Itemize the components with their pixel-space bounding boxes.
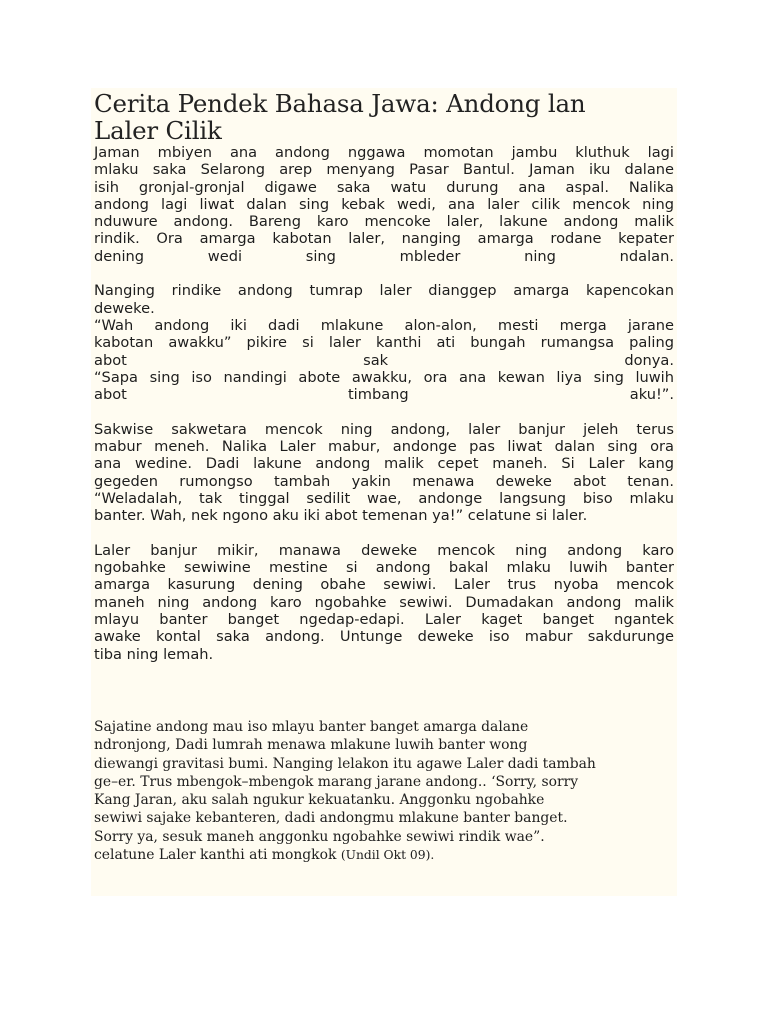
closing-paragraph	[94, 718, 674, 864]
text-line: mlayu banter banget ngedap-edapi. Laler kaget banget ngantek	[94, 611, 674, 629]
text-line: ndronjong, Dadi lumrah menawa mlakune luwih banter wong	[94, 737, 528, 754]
text-line: banter. Wah, nek ngono aku iki abot temenan ya!” celatune si laler.	[94, 507, 588, 525]
text-line: amarga kasurung dening obahe sewiwi. Laler trus nyoba mencok	[94, 576, 674, 594]
text-line: Laler banjur mikir, manawa deweke mencok ning andong karo	[94, 541, 674, 559]
text-line: ana wedine. Dadi lakune andong malik cepet maneh. Si Laler kang	[94, 455, 674, 473]
text-line: “Sapa sing iso nandingi abote awakku, ora ana kewan liya sing luwih	[94, 368, 674, 386]
text-line: mabur meneh. Nalika Laler mabur, andonge pas liwat dalan sing ora	[94, 438, 674, 456]
text-line: deweke.	[94, 299, 155, 317]
text-line: Sajatine andong mau iso mlayu banter banget amarga dalane	[94, 718, 529, 735]
paragraph-gap	[94, 403, 674, 420]
text-line: mlaku saka Selarong arep menyang Pasar Bantul. Jaman iku dalane	[94, 161, 674, 179]
source-citation: (Undil Okt 09).	[340, 847, 435, 862]
text-line: andong lagi liwat dalan sing kebak wedi, ana laler cilik mencok ning	[94, 195, 674, 213]
paragraph-2	[94, 282, 674, 403]
text-line: ngobahke sewiwine mestine si andong bakal mlaku luwih banter	[94, 559, 674, 577]
text-line: Sakwise sakwetara mencok ning andong, laler banjur jeleh terus	[94, 420, 674, 438]
text-line: nduwure andong. Bareng karo mencoke laler, lakune andong malik	[94, 213, 674, 231]
text-line-final	[94, 846, 674, 864]
text-line: ge–er. Trus mbengok–mbengok marang jarane andong.. ‘Sorry, sorry	[94, 773, 579, 790]
paragraph-3	[94, 421, 674, 525]
text-line: dening wedi sing mbleder ning ndalan.	[94, 247, 674, 265]
text-line: maneh ning andong karo ngobahke sewiwi. Dumadakan andong malik	[94, 593, 674, 611]
text-line: gegeden rumongso tambah yakin menawa deweke abot tenan.	[94, 472, 674, 490]
text-line: Nanging rindike andong tumrap laler dianggep amarga kapencokan	[94, 282, 674, 300]
text-line: “Weladalah, tak tinggal sedilit wae, andonge langsung biso mlaku	[94, 489, 674, 507]
paragraph-4	[94, 542, 674, 663]
title-line: Laler Cilik	[94, 116, 222, 145]
text-line: Jaman mbiyen ana andong nggawa momotan jambu kluthuk lagi	[94, 144, 674, 161]
story-body	[94, 144, 674, 663]
text-line: isih gronjal-gronjal digawe saka watu durung ana aspal. Nalika	[94, 178, 674, 196]
text-line: awake kontal saka andong. Untunge deweke iso mabur sakdurunge	[94, 628, 674, 646]
story-title	[94, 90, 674, 144]
text-line: sewiwi sajake kebanteren, dadi andongmu mlakune banter banget.	[94, 810, 568, 827]
section-gap	[94, 663, 674, 718]
closing-text: celatune Laler kanthi ati mongkok	[94, 846, 337, 863]
document-page	[91, 88, 677, 896]
paragraph-gap	[94, 265, 674, 282]
text-line: tiba ning lemah.	[94, 645, 214, 663]
text-line: kabotan awakku” pikire si laler kanthi ati bungah rumangsa paling	[94, 334, 674, 352]
text-line: Kang Jaran, aku salah ngukur kekuatanku. Anggonku ngobahke	[94, 792, 545, 809]
paragraph-gap	[94, 525, 674, 542]
text-line: abot timbang aku!”.	[94, 386, 674, 404]
text-line: diewangi gravitasi bumi. Nanging lelakon itu agawe Laler dadi tambah	[94, 755, 596, 772]
text-line: “Wah andong iki dadi mlakune alon-alon, mesti merga jarane	[94, 316, 674, 334]
paragraph-1	[94, 144, 674, 265]
text-line: Sorry ya, sesuk maneh anggonku ngobahke sewiwi rindik wae”.	[94, 828, 545, 845]
text-line: rindik. Ora amarga kabotan laler, nanging amarga rodane kepater	[94, 230, 674, 248]
title-line: Cerita Pendek Bahasa Jawa: Andong lan	[94, 89, 586, 118]
text-line: abot sak donya.	[94, 351, 674, 369]
